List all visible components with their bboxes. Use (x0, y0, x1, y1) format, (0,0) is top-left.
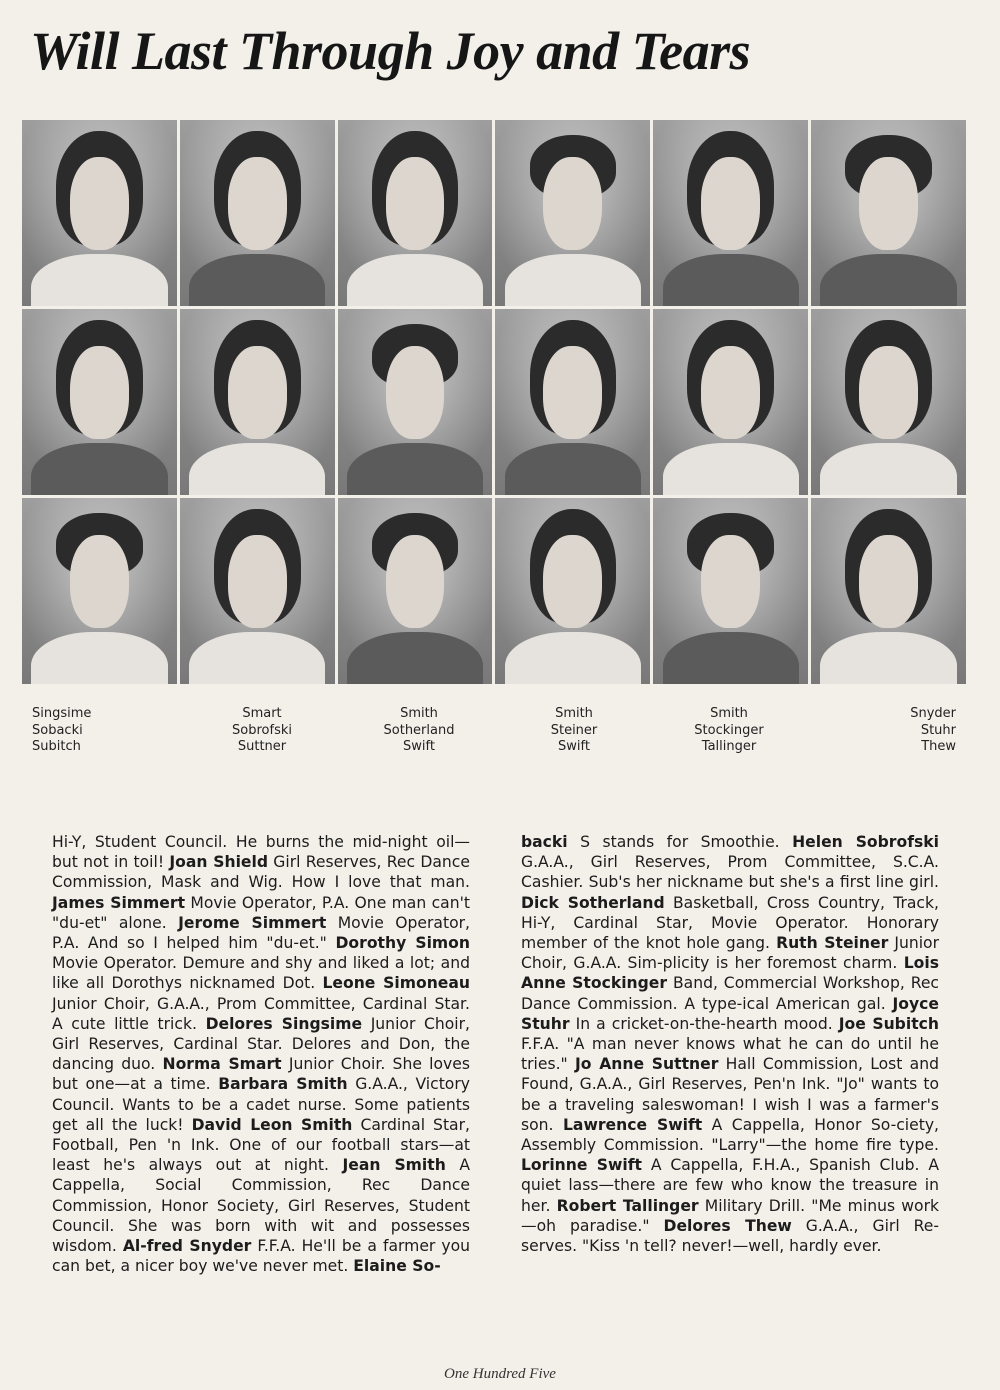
portrait-photo (22, 309, 177, 495)
student-name: Lois Anne Stockinger (521, 954, 939, 993)
biography-column-right (521, 832, 939, 1256)
bio-text: Junior Choir. She loves but one—at a time. (52, 1055, 470, 1094)
portrait-grid (22, 120, 966, 684)
caption-name: Subitch (32, 739, 81, 754)
student-name: Joan Shield (169, 853, 269, 872)
caption-name: Suttner (237, 739, 287, 754)
student-name: Delores Singsime (205, 1014, 363, 1033)
bio-text: A Cappella, Social Commission, Rec Dance Commission, Honor Society, Girl Reserves, Student Council. She was born with wit and possesses wisdom. (52, 1156, 470, 1256)
bio-text: G.A.A., Victory Council. Wants to be a cadet nurse. Some patients get all the luck! (52, 1075, 470, 1134)
student-name: Jo Anne Suttner (574, 1055, 719, 1074)
bio-text: F.F.A. "A man never knows what he can do until he tries." (521, 1035, 939, 1074)
student-name: Jerome Simmert (178, 913, 327, 932)
caption-name: Smart (242, 706, 282, 721)
caption-name: Steiner (550, 722, 598, 738)
caption-name: Singsime (32, 706, 92, 721)
caption-column (32, 706, 172, 756)
caption-name: Sotherland (383, 722, 455, 738)
student-name: Norma Smart (162, 1055, 282, 1074)
caption-name: Sobrofski (232, 722, 292, 738)
student-name: Elaine So- (353, 1257, 441, 1276)
student-name: Dorothy Simon (335, 934, 470, 953)
bio-text: Movie Operator. Demure and shy and liked a lot; and like all Dorothys nicknamed Dot. (52, 954, 470, 993)
student-name: Leone Simoneau (322, 974, 470, 993)
caption-name: Swift (403, 739, 435, 754)
bio-text: Hall Commission, Lost and Found, G.A.A., Girl Reserves, Pen'n Ink. "Jo" wants to be a traveling saleswoman! I wish I was a farmer's son. (521, 1055, 939, 1134)
portrait-photo (495, 309, 650, 495)
portrait-photo (811, 498, 966, 684)
student-name: Barbara Smith (218, 1075, 348, 1094)
caption-name: Stockinger (694, 722, 764, 738)
student-name: Joyce Stuhr (521, 994, 939, 1033)
bio-text: Band, Commercial Workshop, Rec Dance Commission. A type-ical American gal. (521, 974, 939, 1013)
caption-name: Thew (921, 739, 956, 754)
portrait-photo (180, 120, 335, 306)
photo-captions (22, 706, 966, 766)
caption-name: Sobacki (32, 722, 83, 738)
caption-name: Swift (558, 739, 590, 754)
bio-text: Movie Operator, P.A. And so I helped him "du-et." (52, 913, 470, 953)
bio-text: G.A.A., Girl Re-serves. "Kiss 'n tell? never!—well, hardly ever. (521, 1216, 939, 1256)
student-name: Jean Smith (342, 1156, 446, 1175)
caption-column (504, 706, 644, 756)
student-name: backi (521, 833, 568, 851)
portrait-photo (180, 498, 335, 684)
portrait-photo (811, 309, 966, 495)
bio-text: Junior Choir, Girl Reserves, Cardinal Star. Delores and Don, the dancing duo. (52, 1014, 470, 1074)
student-name: Delores Thew (663, 1216, 792, 1235)
bio-text: In a cricket-on-the-hearth mood. (569, 1014, 839, 1033)
student-name: Lawrence Swift (562, 1115, 703, 1134)
biography-text (52, 832, 470, 1276)
page-footer: One Hundred Five (444, 1366, 556, 1382)
bio-text: Hi-Y, Student Council. He burns the mid-night oil—but not in toil! (52, 833, 470, 872)
caption-name: Snyder (910, 706, 956, 721)
portrait-photo (338, 309, 493, 495)
portrait-photo (653, 498, 808, 684)
caption-name: Smith (710, 706, 748, 721)
caption-name: Stuhr (920, 722, 956, 738)
bio-text: A Cappella, F.H.A., Spanish Club. A quiet lass—there are few who know the treasure in her. (521, 1156, 939, 1215)
caption-name: Smith (400, 706, 438, 721)
bio-text: F.F.A. He'll be a farmer you can bet, a nicer boy we've never met. (52, 1237, 470, 1276)
portrait-photo (22, 120, 177, 306)
student-name: Joe Subitch (838, 1014, 939, 1033)
portrait-photo (180, 309, 335, 495)
student-name: Ruth Steiner (776, 934, 889, 953)
student-name: Robert Tallinger (556, 1196, 699, 1215)
bio-text: Movie Operator, P.A. One man can't "du-et" alone. (52, 893, 470, 932)
portrait-photo (338, 498, 493, 684)
caption-name: Smith (555, 706, 593, 721)
bio-text: Military Drill. "Me minus work—oh paradise." (521, 1196, 940, 1235)
bio-text: Junior Choir, G.A.A., Prom Committee, Cardinal Star. A cute little trick. (52, 994, 470, 1033)
student-name: Helen Sobrofski (792, 833, 939, 851)
biography-text (521, 832, 939, 1256)
student-name: James Simmert (52, 893, 186, 912)
caption-column (349, 706, 489, 756)
student-name: David Leon Smith (191, 1115, 353, 1134)
page-title: Will Last Through Joy and Tears (30, 21, 751, 81)
caption-column (659, 706, 799, 756)
portrait-photo (22, 498, 177, 684)
portrait-photo (495, 498, 650, 684)
portrait-photo (338, 120, 493, 306)
portrait-photo (653, 309, 808, 495)
bio-text: Cardinal Star, Football, Pen 'n Ink. One of our football stars—at least he's always out at night. (52, 1115, 470, 1175)
student-name: Lorinne Swift (521, 1156, 642, 1175)
bio-text: G.A.A., Girl Reserves, Prom Committee, S.C.A. Cashier. Sub's her nickname but she's a first line girl. (521, 853, 939, 892)
bio-text: A Cappella, Honor So-ciety, Assembly Commission. "Larry"—the home fire type. (521, 1115, 940, 1155)
portrait-photo (811, 120, 966, 306)
caption-column (816, 706, 956, 756)
student-name: Dick Sotherland (521, 893, 665, 912)
bio-text: Junior Choir, G.A.A. Sim-plicity is her foremost charm. (521, 934, 939, 973)
bio-text: Girl Reserves, Rec Dance Commission, Mask and Wig. How I love that man. (52, 853, 470, 892)
caption-column (192, 706, 332, 756)
portrait-photo (495, 120, 650, 306)
caption-name: Tallinger (701, 739, 757, 754)
portrait-photo (653, 120, 808, 306)
bio-text: Basketball, Cross Country, Track, Hi-Y, Cardinal Star, Movie Operator. Honorary member of the knot hole gang. (521, 893, 939, 953)
student-name: Al-fred Snyder (122, 1237, 252, 1256)
biography-column-left (52, 832, 470, 1276)
bio-text: S stands for Smoothie. (567, 833, 793, 851)
